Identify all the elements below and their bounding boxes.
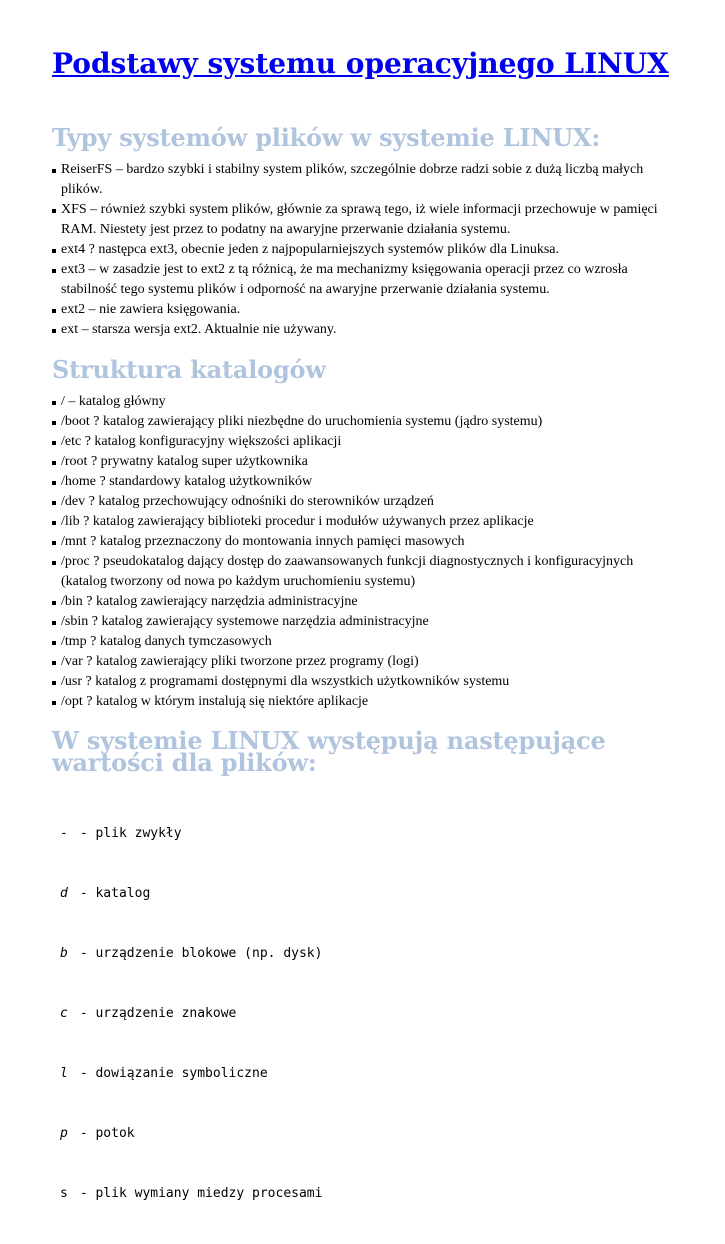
file-type-desc: - potok bbox=[72, 1126, 135, 1141]
file-type-symbol: p bbox=[60, 1126, 68, 1141]
list-item: /etc ? katalog konfiguracyjny większości aplikacji bbox=[52, 432, 672, 452]
file-type-item bbox=[60, 1124, 322, 1144]
file-type-symbol: c bbox=[60, 1006, 68, 1021]
file-type-item bbox=[60, 1064, 322, 1084]
filesystems-list bbox=[52, 160, 672, 340]
file-type-symbol: b bbox=[60, 946, 68, 961]
file-type-desc: - dowiązanie symboliczne bbox=[72, 1066, 268, 1081]
list-item: /dev ? katalog przechowujący odnośniki do sterowników urządzeń bbox=[52, 492, 672, 512]
list-item: ext3 – w zasadzie jest to ext2 z tą różnicą, że ma mechanizmy księgowania operacji przez co wzrosła stabilność tego systemu plików i odporność na awaryjne przerwanie działania systemu. bbox=[52, 260, 672, 300]
list-item: /mnt ? katalog przeznaczony do montowania innych pamięci masowych bbox=[52, 532, 672, 552]
list-item: / – katalog główny bbox=[52, 392, 672, 412]
list-item: /bin ? katalog zawierający narzędzia administracyjne bbox=[52, 592, 672, 612]
list-item: /sbin ? katalog zawierający systemowe narzędzia administracyjne bbox=[52, 612, 672, 632]
list-item: /opt ? katalog w którym instalują się niektóre aplikacje bbox=[52, 692, 672, 712]
list-item: /proc ? pseudokatalog dający dostęp do zaawansowanych funkcji diagnostycznych i konfiguracyjnych (katalog tworzony od nowa po każdym uruchomieniu systemu) bbox=[52, 552, 672, 592]
file-type-symbol: d bbox=[60, 886, 68, 901]
file-type-item bbox=[60, 944, 322, 964]
file-type-item bbox=[60, 884, 322, 904]
list-item: ext2 – nie zawiera księgowania. bbox=[52, 300, 672, 320]
file-type-item bbox=[60, 1184, 322, 1204]
page-title-link[interactable]: Podstawy systemu operacyjnego LINUX bbox=[52, 47, 669, 80]
file-type-symbol: - bbox=[60, 826, 68, 841]
file-type-item bbox=[60, 1004, 322, 1024]
section-heading-filesystems: Typy systemów plików w systemie LINUX: bbox=[52, 123, 600, 152]
file-type-desc: - plik zwykły bbox=[72, 826, 182, 841]
list-item: XFS – również szybki system plików, głównie za sprawą tego, iż wiele informacji przechowuje w pamięci RAM. Niestety jest przez to podatny na awaryjne przerwanie działania systemu. bbox=[52, 200, 672, 240]
list-item: /root ? prywatny katalog super użytkownika bbox=[52, 452, 672, 472]
list-item: /lib ? katalog zawierający biblioteki procedur i modułów używanych przez aplikacje bbox=[52, 512, 672, 532]
file-type-item bbox=[60, 824, 322, 844]
list-item: /usr ? katalog z programami dostępnymi dla wszystkich użytkowników systemu bbox=[52, 672, 672, 692]
file-types-list bbox=[60, 784, 322, 1244]
list-item: ext – starsza wersja ext2. Aktualnie nie używany. bbox=[52, 320, 672, 340]
list-item: ReiserFS – bardzo szybki i stabilny system plików, szczególnie dobrze radzi sobie z dużą liczbą małych plików. bbox=[52, 160, 672, 200]
directories-list bbox=[52, 392, 672, 712]
section-heading-file-types: W systemie LINUX występują następujące wartości dla plików: bbox=[52, 726, 606, 777]
list-item: /home ? standardowy katalog użytkowników bbox=[52, 472, 672, 492]
list-item: /boot ? katalog zawierający pliki niezbędne do uruchomienia systemu (jądro systemu) bbox=[52, 412, 672, 432]
file-type-desc: - urządzenie blokowe (np. dysk) bbox=[72, 946, 323, 961]
list-item: /var ? katalog zawierający pliki tworzone przez programy (logi) bbox=[52, 652, 672, 672]
list-item: /tmp ? katalog danych tymczasowych bbox=[52, 632, 672, 652]
section-heading-directories: Struktura katalogów bbox=[52, 355, 326, 384]
file-type-desc: - plik wymiany miedzy procesami bbox=[72, 1186, 323, 1201]
list-item: ext4 ? następca ext3, obecnie jeden z najpopularniejszych systemów plików dla Linuksa. bbox=[52, 240, 672, 260]
file-type-desc: - urządzenie znakowe bbox=[72, 1006, 237, 1021]
file-type-symbol: l bbox=[60, 1066, 68, 1081]
file-type-symbol: s bbox=[60, 1186, 68, 1201]
file-type-desc: - katalog bbox=[72, 886, 151, 901]
